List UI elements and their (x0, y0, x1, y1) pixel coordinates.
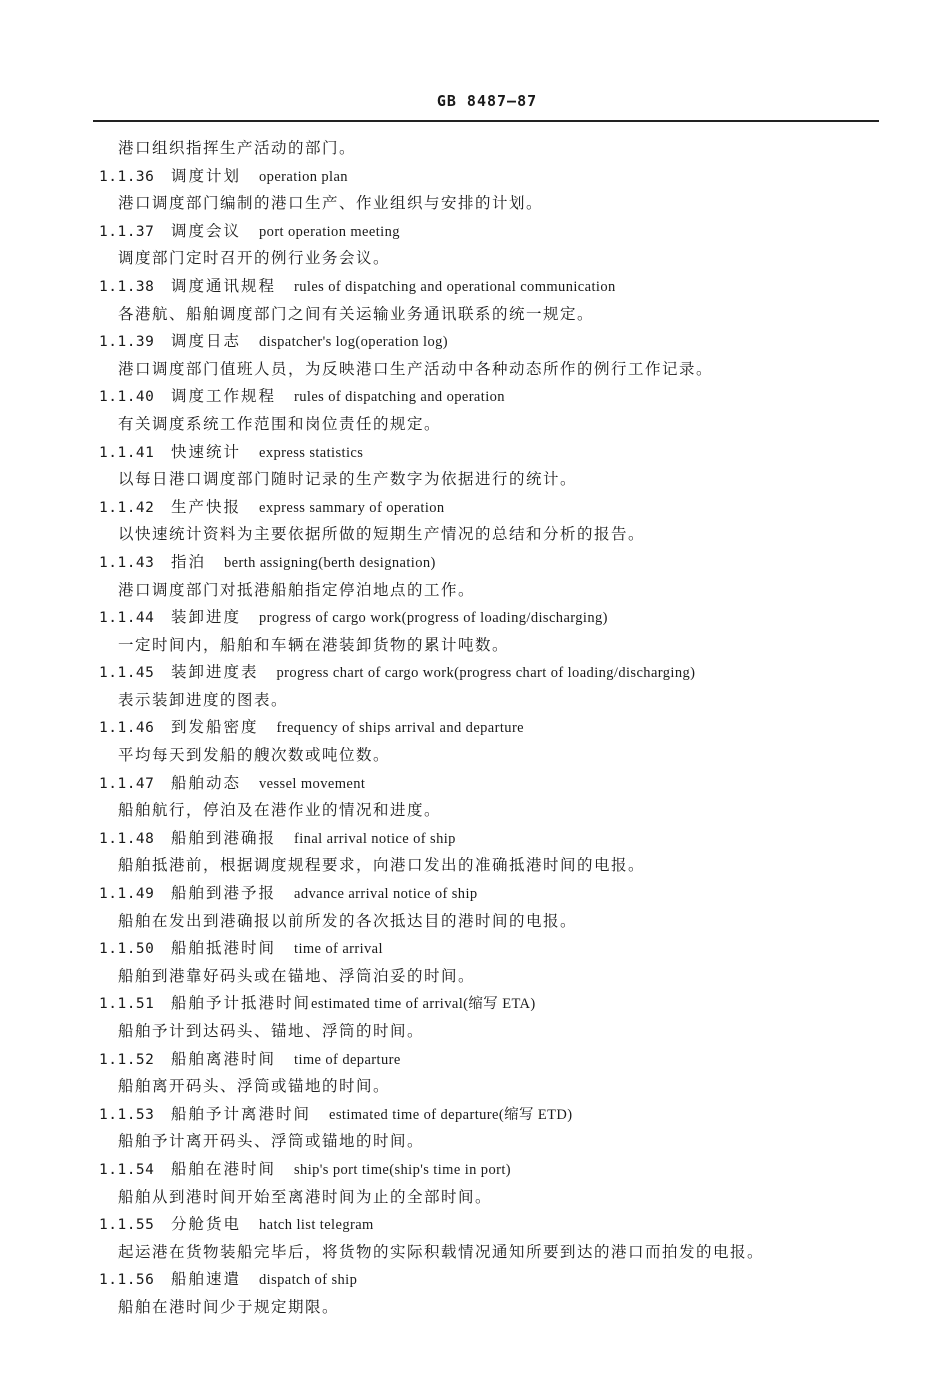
term-number: 1.1.43 (99, 554, 155, 571)
term-entry (0, 163, 950, 191)
term-definition: 船舶在发出到港确报以前所发的各次抵达目的港时间的电报。 (118, 911, 578, 930)
term-number: 1.1.48 (99, 830, 155, 847)
term-english: dispatch of ship (259, 1272, 358, 1289)
term-english: vessel movement (259, 775, 366, 792)
term-chinese: 调度计划 (171, 166, 242, 185)
term-definition: 船舶抵港前，根据调度规程要求，向港口发出的准确抵港时间的电报。 (118, 856, 646, 875)
page-header: GB 8487—87 (436, 92, 538, 110)
term-definition: 各港航、船舶调度部门之间有关运输业务通讯联系的统一规定。 (118, 304, 595, 323)
term-entry (0, 1156, 950, 1184)
term-number: 1.1.54 (99, 1161, 155, 1178)
term-number: 1.1.37 (99, 223, 155, 240)
term-chinese: 调度会议 (171, 221, 242, 240)
term-chinese: 装卸进度表 (171, 663, 259, 682)
term-english: hatch list telegram (259, 1217, 374, 1234)
term-chinese: 船舶到港予报 (171, 884, 277, 903)
term-definition: 以快速统计资料为主要依据所做的短期生产情况的总结和分析的报告。 (118, 525, 646, 544)
term-english: rules of dispatching and operation (294, 389, 505, 406)
term-definition: 起运港在货物装船完毕后，将货物的实际积载情况通知所要到达的港口而拍发的电报。 (118, 1242, 765, 1261)
term-number: 1.1.55 (99, 1217, 155, 1234)
term-entry (0, 328, 950, 356)
term-entry (0, 1211, 950, 1239)
term-entry (0, 494, 950, 522)
term-entry (0, 770, 950, 798)
term-number: 1.1.42 (99, 499, 155, 516)
term-entry (0, 880, 950, 908)
term-definition: 船舶在港时间少于规定期限。 (118, 1297, 340, 1316)
term-english: berth assigning(berth designation) (224, 554, 436, 571)
term-chinese: 调度通讯规程 (171, 276, 277, 295)
term-english: final arrival notice of ship (294, 830, 456, 847)
term-definition: 一定时间内，船舶和车辆在港装卸货物的累计吨数。 (118, 635, 510, 654)
term-chinese: 调度日志 (171, 332, 242, 351)
entry-list (0, 163, 950, 1322)
term-number: 1.1.38 (99, 278, 155, 295)
intro-definition: 港口组织指挥生产活动的部门。 (118, 139, 357, 157)
term-number: 1.1.46 (99, 720, 155, 737)
term-entry (0, 990, 950, 1018)
term-chinese: 船舶予计离港时间 (171, 1104, 312, 1123)
term-definition: 以每日港口调度部门随时记录的生产数字为依据进行的统计。 (118, 470, 578, 489)
term-entry (0, 1101, 950, 1129)
term-chinese: 调度工作规程 (171, 387, 277, 406)
term-english: progress of cargo work(progress of loading/discharging) (259, 610, 608, 627)
term-definition: 调度部门定时召开的例行业务会议。 (118, 249, 391, 268)
term-number: 1.1.44 (99, 610, 155, 627)
term-english: express statistics (259, 444, 364, 461)
term-number: 1.1.40 (99, 389, 155, 406)
term-english: rules of dispatching and operational communication (294, 278, 616, 295)
term-definition: 船舶予计离开码头、浮筒或锚地的时间。 (118, 1132, 425, 1151)
term-chinese: 船舶予计抵港时间 (171, 994, 312, 1013)
term-english: progress chart of cargo work(progress chart of loading/discharging) (276, 665, 696, 682)
term-definition: 港口调度部门编制的港口生产、作业组织与安排的计划。 (118, 194, 544, 213)
term-chinese: 装卸进度 (171, 608, 242, 627)
term-english: port operation meeting (259, 223, 400, 240)
term-entry (0, 659, 950, 687)
glossary-content (0, 135, 950, 1322)
term-english: estimated time of arrival(缩写 ETA) (311, 996, 536, 1013)
term-english: advance arrival notice of ship (294, 886, 478, 903)
term-definition: 表示装卸进度的图表。 (118, 690, 289, 709)
term-number: 1.1.49 (99, 886, 155, 903)
term-entry (0, 383, 950, 411)
term-definition: 港口调度部门对抵港船舶指定停泊地点的工作。 (118, 580, 476, 599)
term-number: 1.1.39 (99, 334, 155, 351)
term-english: time of arrival (294, 941, 383, 958)
term-number: 1.1.56 (99, 1272, 155, 1289)
term-chinese: 船舶抵港时间 (171, 939, 277, 958)
term-definition: 船舶离开码头、浮筒或锚地的时间。 (118, 1077, 391, 1096)
term-chinese: 快速统计 (171, 442, 242, 461)
term-number: 1.1.50 (99, 941, 155, 958)
term-english: operation plan (259, 168, 348, 185)
term-chinese: 船舶离港时间 (171, 1049, 277, 1068)
term-entry (0, 935, 950, 963)
term-english: ship's port time(ship's time in port) (294, 1161, 511, 1178)
term-english: frequency of ships arrival and departure (276, 720, 525, 737)
term-chinese: 分舱货电 (171, 1215, 242, 1234)
term-english: estimated time of departure(缩写 ETD) (329, 1106, 573, 1123)
term-entry (0, 273, 950, 301)
term-definition: 港口调度部门值班人员，为反映港口生产活动中各种动态所作的例行工作记录。 (118, 359, 714, 378)
term-chinese: 指泊 (171, 552, 207, 571)
term-entry (0, 439, 950, 467)
term-entry (0, 1266, 950, 1294)
term-number: 1.1.41 (99, 444, 155, 461)
term-definition: 船舶予计到达码头、锚地、浮筒的时间。 (118, 1022, 425, 1040)
term-number: 1.1.36 (99, 168, 155, 185)
term-chinese: 船舶速遣 (171, 1270, 242, 1289)
term-definition: 平均每天到发船的艘次数或吨位数。 (118, 746, 391, 765)
term-entry (0, 604, 950, 632)
term-number: 1.1.52 (99, 1051, 155, 1068)
term-chinese: 生产快报 (171, 497, 242, 516)
term-chinese: 船舶到港确报 (171, 828, 277, 847)
term-definition: 船舶从到港时间开始至离港时间为止的全部时间。 (118, 1187, 493, 1206)
term-number: 1.1.53 (99, 1106, 155, 1123)
term-entry (0, 218, 950, 246)
term-entry (0, 714, 950, 742)
term-number: 1.1.47 (99, 775, 155, 792)
header-rule (93, 120, 879, 122)
term-chinese: 船舶动态 (171, 773, 242, 792)
term-definition: 船舶航行，停泊及在港作业的情况和进度。 (118, 801, 442, 820)
term-english: express sammary of operation (259, 499, 445, 516)
term-chinese: 到发船密度 (171, 718, 259, 737)
term-number: 1.1.51 (99, 996, 155, 1013)
term-entry (0, 549, 950, 577)
term-definition: 有关调度系统工作范围和岗位责任的规定。 (118, 414, 442, 433)
term-definition: 船舶到港靠好码头或在锚地、浮筒泊妥的时间。 (118, 966, 476, 985)
term-chinese: 船舶在港时间 (171, 1159, 277, 1178)
term-english: dispatcher's log(operation log) (259, 334, 448, 351)
term-english: time of departure (294, 1051, 401, 1068)
term-number: 1.1.45 (99, 665, 155, 682)
term-entry (0, 1046, 950, 1074)
term-entry (0, 825, 950, 853)
